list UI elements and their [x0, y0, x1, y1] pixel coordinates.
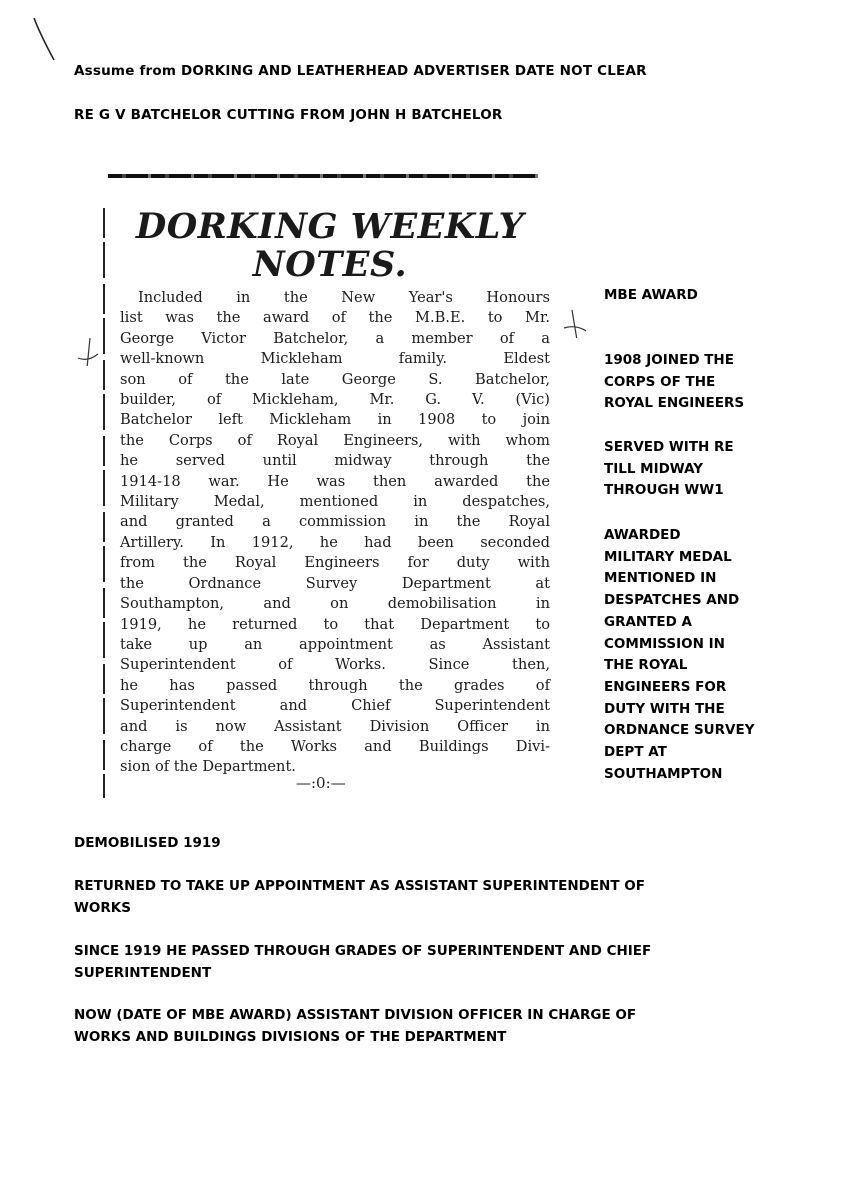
clipping-body-line: charge of the Works and Buildings Divi- — [120, 737, 550, 755]
bottom-note-demobilised — [74, 832, 774, 854]
note-line: ROYAL ENGINEERS — [604, 395, 745, 412]
clipping-body-line: the Corps of Royal Engineers, with whom — [120, 431, 550, 449]
note-line: SINCE 1919 HE PASSED THROUGH GRADES OF SUPERINTENDENT AND CHIEF — [74, 943, 652, 959]
handwritten-cross-mark-left — [76, 336, 100, 366]
clipping-body-line: George Victor Batchelor, a member of a — [120, 329, 550, 347]
side-note-awarded — [604, 525, 804, 785]
clipping-body-line: builder, of Mickleham, Mr. G. V. (Vic) — [120, 391, 550, 409]
clipping-headline — [130, 208, 530, 284]
note-line: SUPERINTENDENT — [74, 965, 212, 981]
handwritten-cross-mark-right — [562, 308, 586, 338]
clipping-body-line: Southampton, and on demobilisation in — [120, 595, 550, 613]
note-line: WORKS AND BUILDINGS DIVISIONS OF THE DEPARTMENT — [74, 1029, 507, 1045]
note-line: THROUGH WW1 — [604, 482, 724, 499]
note-line: ENGINEERS FOR — [604, 678, 727, 695]
newspaper-clipping — [100, 172, 560, 812]
clipping-body-line: from the Royal Engineers for duty with — [120, 554, 550, 572]
note-line: SOUTHAMPTON — [604, 765, 723, 782]
bottom-note-returned — [74, 875, 774, 919]
clipping-body-line: 1919, he returned to that Department to — [120, 615, 550, 633]
clipping-body-line: well-known Mickleham family. Eldest — [120, 350, 550, 368]
note-line: THE ROYAL — [604, 657, 688, 674]
header-source-note: Assume from DORKING AND LEATHERHEAD ADVERTISER DATE NOT CLEAR — [74, 63, 647, 79]
clipping-body-line: and is now Assistant Division Officer in — [120, 717, 550, 735]
side-note-mbe — [604, 285, 804, 307]
clipping-body-line: list was the award of the M.B.E. to Mr. — [120, 309, 550, 327]
clipping-body-line: he served until midway through the — [120, 452, 550, 470]
note-line: CORPS OF THE — [604, 373, 716, 390]
clipping-divider: —:0:— — [296, 774, 346, 792]
note-line: DEMOBILISED 1919 — [74, 835, 221, 851]
note-line: COMMISSION IN — [604, 635, 725, 652]
bottom-note-now — [74, 1004, 774, 1048]
note-line: NOW (DATE OF MBE AWARD) ASSISTANT DIVISION OFFICER IN CHARGE OF — [74, 1007, 637, 1023]
clipping-body-line: Superintendent of Works. Since then, — [120, 656, 550, 674]
note-line: TILL MIDWAY — [604, 460, 704, 477]
note-line: DUTY WITH THE — [604, 700, 725, 717]
note-line: SERVED WITH RE — [604, 439, 734, 455]
note-line: GRANTED A — [604, 613, 693, 630]
headline-line-1: DORKING WEEKLY — [135, 206, 525, 247]
note-line: MILITARY MEDAL — [604, 548, 732, 565]
note-line: WORKS — [74, 900, 131, 916]
clipping-body-line: son of the late George S. Batchelor, — [120, 370, 550, 388]
note-line: 1908 JOINED THE — [604, 352, 734, 368]
clipping-body-line: take up an appointment as Assistant — [120, 635, 550, 653]
clipping-body-line: Superintendent and Chief Superintendent — [120, 697, 550, 715]
note-line: DEPT AT — [604, 744, 667, 761]
note-line: ORDNANCE SURVEY — [604, 722, 755, 739]
pen-stroke-mark — [30, 14, 60, 66]
side-note-joined — [604, 350, 804, 415]
note-line: DESPATCHES AND — [604, 592, 740, 609]
note-line: MENTIONED IN — [604, 570, 717, 587]
side-note-served — [604, 437, 804, 502]
bottom-note-since — [74, 940, 774, 984]
clipping-body-line: Artillery. In 1912, he had been seconded — [120, 533, 550, 551]
clipping-body-line: 1914-18 war. He was then awarded the — [120, 472, 550, 490]
clipping-body-line: sion of the Department. — [120, 758, 296, 776]
clipping-body-line: Batchelor left Mickleham in 1908 to join — [120, 411, 550, 429]
note-line: AWARDED — [604, 527, 681, 543]
clipping-body-line: the Ordnance Survey Department at — [120, 574, 550, 592]
headline-line-2: NOTES. — [252, 244, 408, 285]
clipping-body — [120, 288, 550, 778]
clipping-body-line: he has passed through the grades of — [120, 676, 550, 694]
clipping-body-line: and granted a commission in the Royal — [120, 513, 550, 531]
header-subject-note: RE G V BATCHELOR CUTTING FROM JOHN H BATCHELOR — [74, 107, 503, 123]
note-line: MBE AWARD — [604, 287, 698, 303]
clipping-left-rule — [103, 208, 105, 798]
clipping-top-rule — [108, 174, 538, 178]
note-line: RETURNED TO TAKE UP APPOINTMENT AS ASSISTANT SUPERINTENDENT OF — [74, 878, 645, 894]
clipping-body-line: Included in the New Year's Honours — [138, 289, 550, 306]
clipping-body-line: Military Medal, mentioned in despatches, — [120, 493, 550, 511]
